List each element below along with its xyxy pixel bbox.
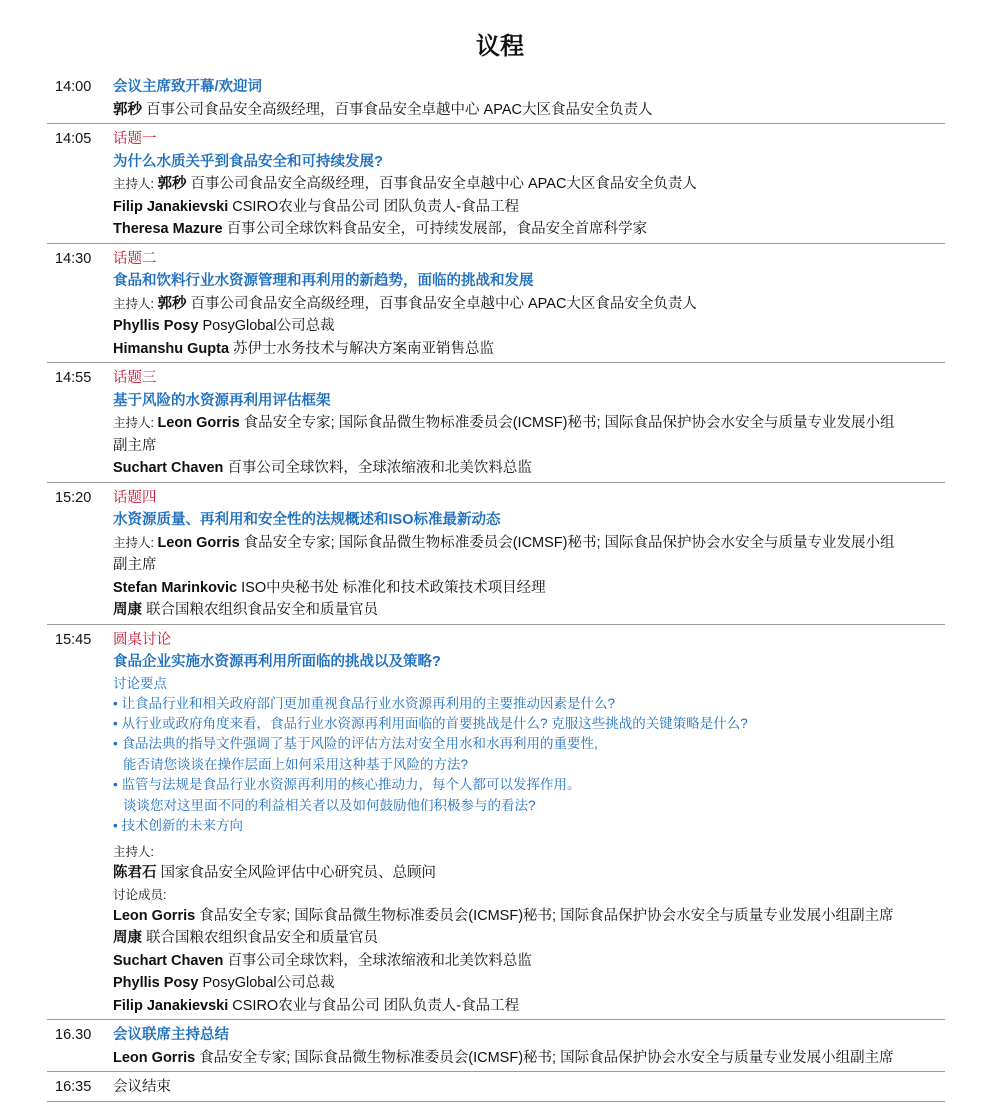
speaker [113, 1047, 1000, 1070]
host-label: 主持人: [113, 535, 158, 550]
host [113, 532, 1000, 555]
member [113, 927, 1000, 950]
speaker-desc: 百事公司全球饮料，全球浓缩液和北美饮料总监 [223, 460, 532, 476]
topic-question: 食品企业实施水资源再利用所面临的挑战以及策略? [113, 654, 441, 670]
member-desc: 食品安全专家; 国际食品微生物标准委员会(ICMSF)秘书; 国际食品保护协会水安全与质量专业发展小组副主席 [195, 907, 894, 924]
host-name: Leon Gorris [157, 534, 240, 551]
divider [47, 1019, 945, 1020]
session-time: 16.30 [55, 1027, 92, 1044]
host [113, 862, 1000, 885]
speaker-name: Theresa Mazure [113, 221, 223, 237]
topic-tag: 话题三 [113, 370, 157, 386]
host [113, 293, 1000, 316]
speaker [113, 218, 1000, 241]
speaker-desc: ISO中央秘书处 标准化和技术政策技术项目经理 [237, 579, 546, 596]
speaker-desc: CSIRO农业与食品公司 团队负责人-食品工程 [228, 198, 520, 215]
topic-tag: 话题四 [113, 489, 157, 506]
speaker [113, 599, 1000, 622]
speaker-name: Leon Gorris [113, 1049, 196, 1066]
agenda-session-topic-1 [0, 128, 1000, 241]
topic-tag: 话题一 [113, 131, 157, 147]
discussion-point: • 从行业或政府角度来看，食品行业水资源再利用面临的首要挑战是什么? 克服这些挑战的关键策略是什么? [113, 715, 748, 731]
speaker-desc: 苏伊士水务技术与解决方案南亚销售总监 [229, 340, 495, 357]
host-desc: 百事公司食品安全高级经理，百事食品安全卓越中心 APAC大区食品安全负责人 [186, 176, 697, 192]
agenda-session-topic-4 [0, 487, 1000, 622]
member-name: 周康 [113, 930, 142, 947]
session-time: 15:45 [55, 631, 92, 648]
host-name: 郭秒 [157, 176, 187, 192]
host [113, 173, 1000, 196]
speaker-desc: PosyGlobal公司总裁 [198, 318, 335, 334]
speaker-name: Phyllis Posy [113, 318, 199, 334]
host-label: 主持人: [113, 845, 154, 860]
host-name: 陈君石 [113, 865, 157, 882]
topic-question: 水资源质量、再利用和安全性的法规概述和ISO标准最新动态 [113, 512, 501, 528]
discussion-points-label: 讨论要点 [113, 675, 167, 691]
session-time: 14:30 [55, 250, 92, 267]
host-label: 主持人: [113, 296, 158, 311]
speaker [113, 457, 1000, 480]
divider [47, 1071, 945, 1072]
session-time: 14:00 [55, 79, 92, 95]
topic-tag: 话题二 [113, 250, 157, 267]
divider [47, 243, 945, 244]
member [113, 995, 1000, 1018]
speaker [113, 315, 1000, 338]
divider [47, 123, 945, 124]
agenda [0, 76, 1000, 1106]
speaker-desc: 食品安全专家; 国际食品微生物标准委员会(ICMSF)秘书; 国际食品保护协会水安全与质量专业发展小组副主席 [195, 1049, 894, 1066]
topic-question: 为什么水质关乎到食品安全和可持续发展? [113, 153, 383, 170]
topic-tag: 圆桌讨论 [113, 631, 171, 648]
discussion-point: • 技术创新的未来方向 [113, 817, 243, 833]
host-desc: 食品安全专家; 国际食品微生物标准委员会(ICMSF)秘书; 国际食品保护协会水安全与质量专业发展小组 [239, 534, 895, 551]
discussion-point: • 监管与法规是食品行业水资源再利用的核心推动力，每个人都可以发挥作用。 [113, 777, 581, 793]
host-desc: 百事公司食品安全高级经理，百事食品安全卓越中心 APAC大区食品安全负责人 [186, 295, 697, 312]
speaker-name: 郭秒 [113, 101, 142, 118]
speaker [113, 338, 1000, 361]
discussion-point: • 让食品行业和相关政府部门更加重视食品行业水资源再利用的主要推动因素是什么? [113, 695, 615, 711]
host-label: 主持人: [113, 416, 158, 430]
divider [47, 362, 945, 363]
session-heading: 会议结束 [113, 1079, 171, 1096]
speaker-name: 周康 [113, 602, 142, 618]
member [113, 905, 1000, 928]
member [113, 950, 1000, 973]
speaker-name: Suchart Chaven [113, 460, 224, 476]
session-time: 16:35 [55, 1079, 92, 1096]
speaker-desc: 联合国粮农组织食品安全和质量官员 [142, 602, 379, 618]
members-label: 讨论成员: [113, 887, 167, 902]
host-label: 主持人: [113, 177, 158, 191]
host-name: Leon Gorris [157, 415, 240, 431]
member-name: Phyllis Posy [113, 975, 199, 992]
speaker [113, 577, 1000, 600]
session-time: 14:05 [55, 131, 92, 147]
speaker [113, 99, 1000, 122]
member-name: Suchart Chaven [113, 952, 224, 969]
discussion-point-continued: 谈谈您对这里面不同的利益相关者以及如何鼓励他们积极参与的看法? [123, 797, 536, 813]
discussion-point: • 食品法典的指导文件强调了基于风险的评估方法对安全用水和水再利用的重要性, [113, 736, 598, 752]
host-desc-continued: 副主席 [113, 437, 157, 454]
divider [47, 482, 945, 483]
host-name: 郭秒 [157, 295, 187, 312]
session-time: 14:55 [55, 370, 92, 386]
agenda-session-closing [0, 1076, 1000, 1099]
host-desc-continued: 副主席 [113, 557, 157, 573]
agenda-session-topic-2 [0, 248, 1000, 361]
session-heading: 会议联席主持总结 [113, 1027, 229, 1044]
member-name: Leon Gorris [113, 907, 196, 924]
page-title: 议程 [476, 33, 524, 60]
agenda-session-summary [0, 1024, 1000, 1069]
speaker-name: Filip Janakievski [113, 198, 229, 215]
session-time: 15:20 [55, 489, 92, 506]
divider [47, 1101, 945, 1102]
topic-question: 基于风险的水资源再利用评估框架 [113, 392, 331, 409]
host [113, 412, 1000, 435]
agenda-session-opening [0, 76, 1000, 121]
host-desc: 食品安全专家; 国际食品微生物标准委员会(ICMSF)秘书; 国际食品保护协会水安全与质量专业发展小组 [239, 415, 895, 431]
speaker-desc: 百事公司食品安全高级经理，百事食品安全卓越中心 APAC大区食品安全负责人 [142, 101, 653, 118]
member-name: Filip Janakievski [113, 997, 229, 1014]
topic-question: 食品和饮料行业水资源管理和再利用的新趋势，面临的挑战和发展 [113, 273, 534, 289]
agenda-session-topic-3 [0, 367, 1000, 480]
speaker [113, 196, 1000, 219]
member-desc: CSIRO农业与食品公司 团队负责人-食品工程 [228, 997, 520, 1014]
member [113, 972, 1000, 995]
agenda-session-roundtable [0, 629, 1000, 1018]
member-desc: PosyGlobal公司总裁 [198, 975, 335, 992]
session-heading: 会议主席致开幕/欢迎词 [113, 79, 263, 95]
speaker-name: Himanshu Gupta [113, 340, 230, 357]
member-desc: 联合国粮农组织食品安全和质量官员 [142, 930, 379, 947]
discussion-point-continued: 能否请您谈谈在操作层面上如何采用这种基于风险的方法? [123, 756, 469, 772]
divider [47, 624, 945, 625]
speaker-name: Stefan Marinkovic [113, 579, 238, 596]
member-desc: 百事公司全球饮料，全球浓缩液和北美饮料总监 [223, 952, 532, 969]
speaker-desc: 百事公司全球饮料食品安全，可持续发展部，食品安全首席科学家 [222, 221, 648, 237]
host-desc: 国家食品安全风险评估中心研究员、总顾问 [156, 865, 437, 882]
